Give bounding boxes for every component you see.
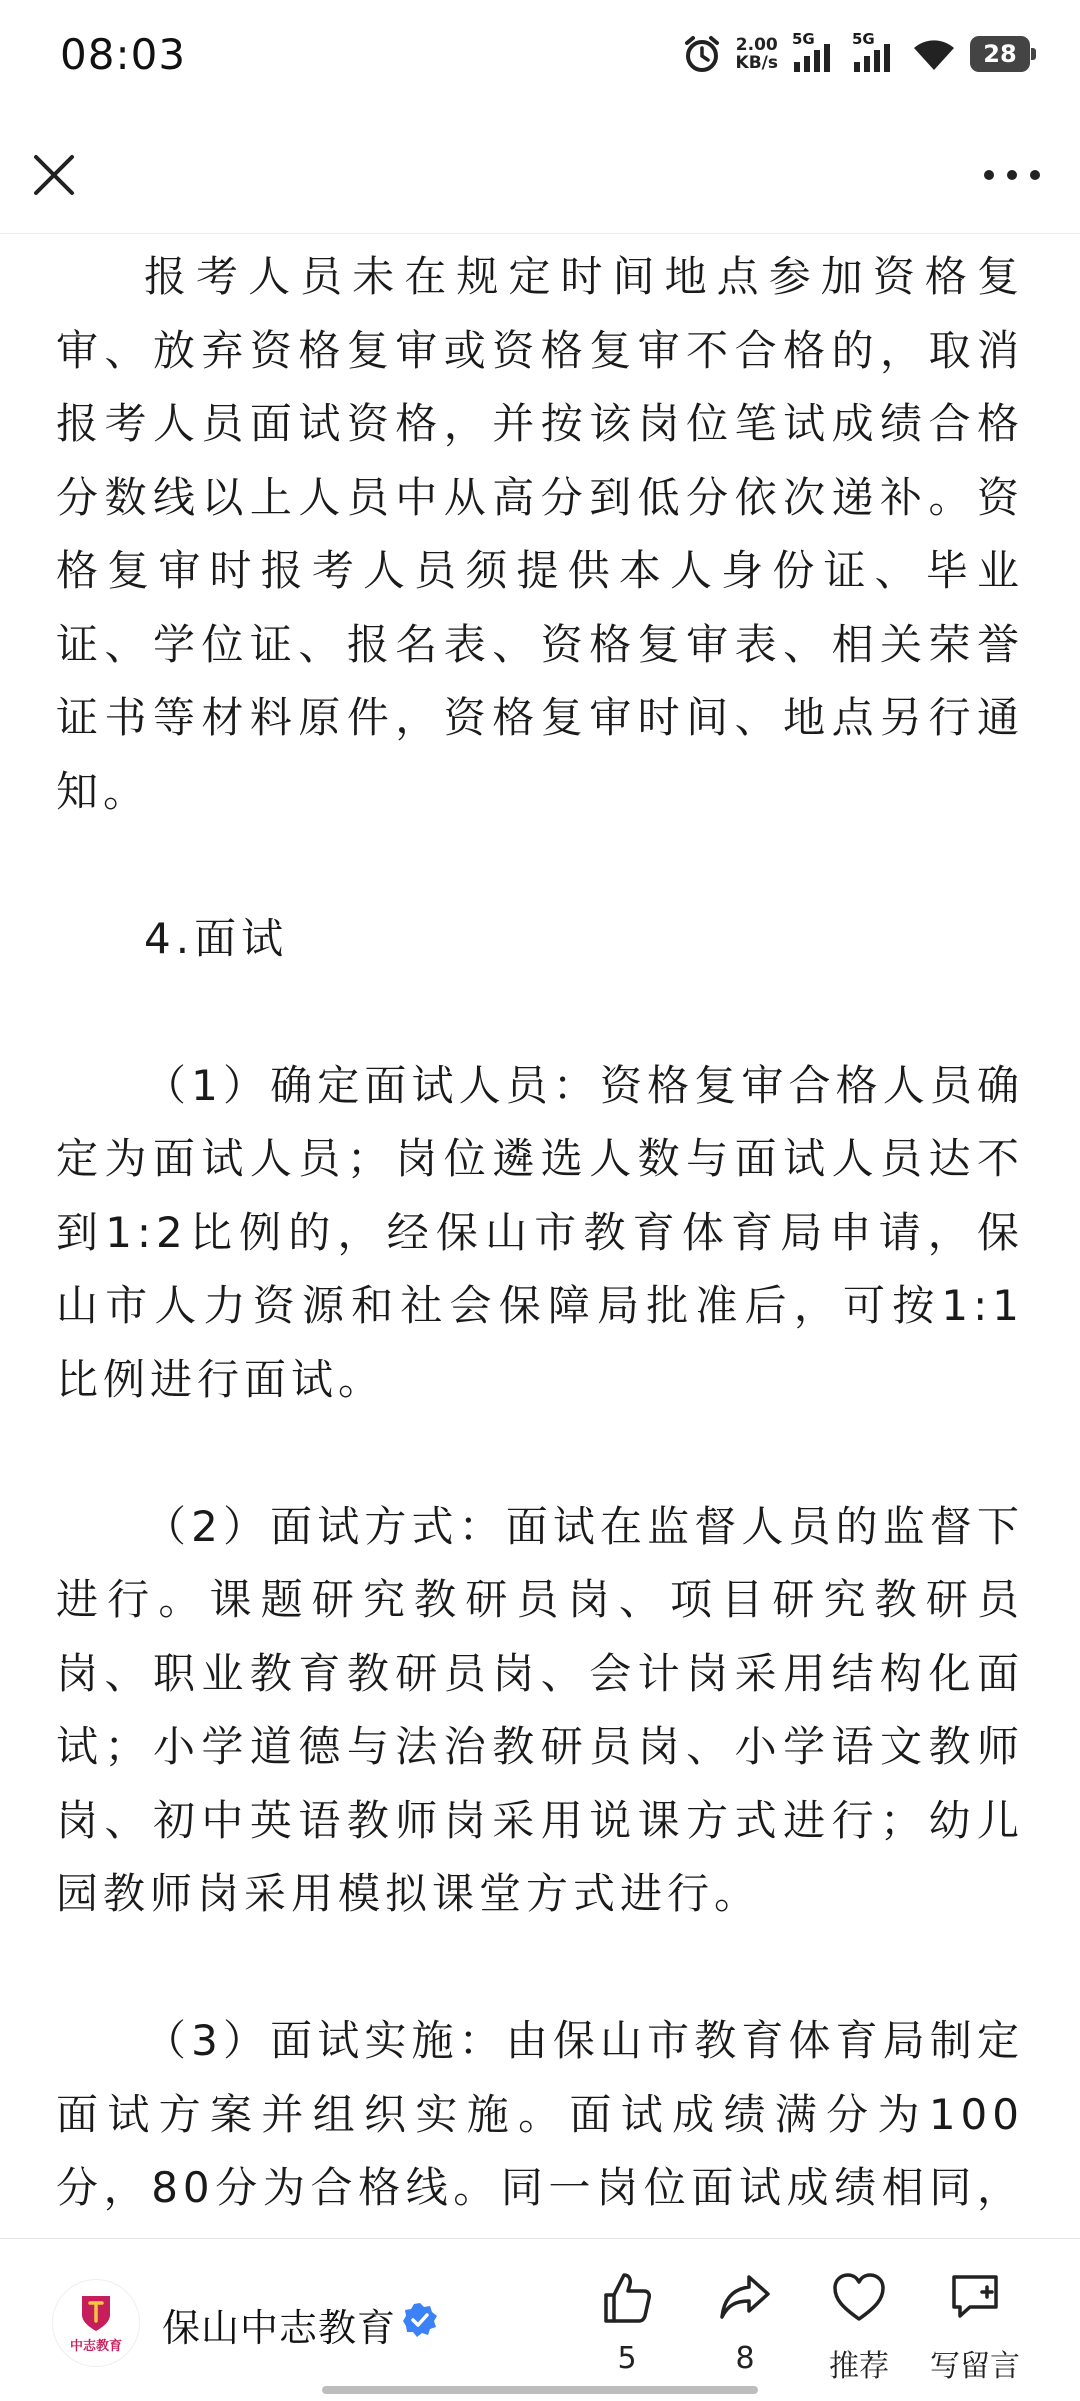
article-paragraph: （2）面试方式：面试在监督人员的监督下进行。课题研究教研员岗、项目研究教研员岗、职业教育教研员岗、会计岗采用结构化面试；小学道德与法治教研员岗、小学语文教师岗、初中英语教师岗采用说课方式进行；幼儿园教师岗采用模拟课堂方式进行。 — [56, 1501, 1024, 1918]
signal-bars-icon — [852, 34, 898, 74]
verified-badge-icon — [402, 2302, 438, 2338]
more-dot-icon — [984, 170, 994, 180]
signal-sim1 — [792, 30, 838, 74]
heart-icon — [830, 2269, 888, 2327]
article-paragraph: 报考人员未在规定时间地点参加资格复审、放弃资格复审或资格复审不合格的，取消报考人员面试资格，并按该岗位笔试成绩合格分数线以上人员中从高分到低分依次递补。资格复审时报考人员须提供本人身份证、毕业证、学位证、报名表、资格复审表、相关荣誉证书等材料原件，资格复审时间、地点另行通知。 — [56, 252, 1024, 816]
more-dot-icon — [1007, 170, 1017, 180]
share-arrow-icon — [716, 2269, 774, 2327]
top-nav-bar — [0, 115, 1080, 234]
status-time: 08:03 — [60, 30, 187, 79]
logo-shield-icon — [79, 2293, 113, 2333]
article-paragraph: （3）面试实施：由保山市教育体育局制定面试方案并组织实施。面试成绩满分为100分，80分为合格线。同一岗位面试成绩相同， — [56, 2016, 1024, 2212]
paragraph-spacer — [56, 1931, 1024, 2005]
comment-plus-icon — [946, 2269, 1004, 2327]
share-button[interactable] — [690, 2269, 800, 2376]
paragraph-spacer — [56, 828, 1024, 902]
logo-text: 中志教育 — [69, 2338, 122, 2354]
article-paragraph: （1）确定面试人员：资格复审合格人员确定为面试人员；岗位遴选人数与面试人员达不到1:2比例的，经保山市教育体育局申请，保山市人力资源和社会保障局批准后，可按1:1比例进行面试。 — [56, 1060, 1024, 1404]
section-heading: 4.面试 — [144, 913, 289, 963]
status-bar — [0, 0, 1080, 115]
more-dot-icon — [1030, 170, 1040, 180]
close-icon — [28, 149, 80, 201]
sim1-label: 5G — [792, 30, 815, 48]
close-button[interactable] — [28, 149, 80, 201]
like-count: 5 — [617, 2341, 637, 2376]
network-speed-unit: KB/s — [735, 53, 778, 73]
battery-indicator: 28 — [970, 36, 1030, 72]
status-icons — [682, 30, 1030, 74]
wifi-icon — [912, 36, 956, 72]
share-count: 8 — [735, 2341, 755, 2376]
recommend-label: 推荐 — [829, 2349, 889, 2384]
thumbs-up-icon — [598, 2269, 656, 2327]
paragraph-spacer — [56, 975, 1024, 1049]
bottom-action-bar — [0, 2238, 1080, 2401]
sim2-label: 5G — [852, 30, 875, 48]
account-name[interactable]: 保山中志教育 — [162, 2306, 397, 2350]
recommend-button[interactable] — [804, 2269, 914, 2385]
network-speed — [736, 36, 778, 72]
account-avatar[interactable] — [52, 2279, 140, 2367]
comment-label: 写留言 — [930, 2349, 1020, 2384]
alarm-clock-icon — [682, 34, 722, 74]
more-options-button[interactable] — [984, 163, 1040, 187]
home-indicator[interactable] — [322, 2386, 758, 2394]
comment-button[interactable] — [920, 2269, 1030, 2385]
signal-sim2 — [852, 30, 898, 74]
article-body — [56, 240, 1024, 2235]
signal-bars-icon — [792, 34, 838, 74]
like-button[interactable] — [572, 2269, 682, 2376]
paragraph-spacer — [56, 1416, 1024, 1490]
network-speed-value: 2.00 — [735, 35, 778, 55]
